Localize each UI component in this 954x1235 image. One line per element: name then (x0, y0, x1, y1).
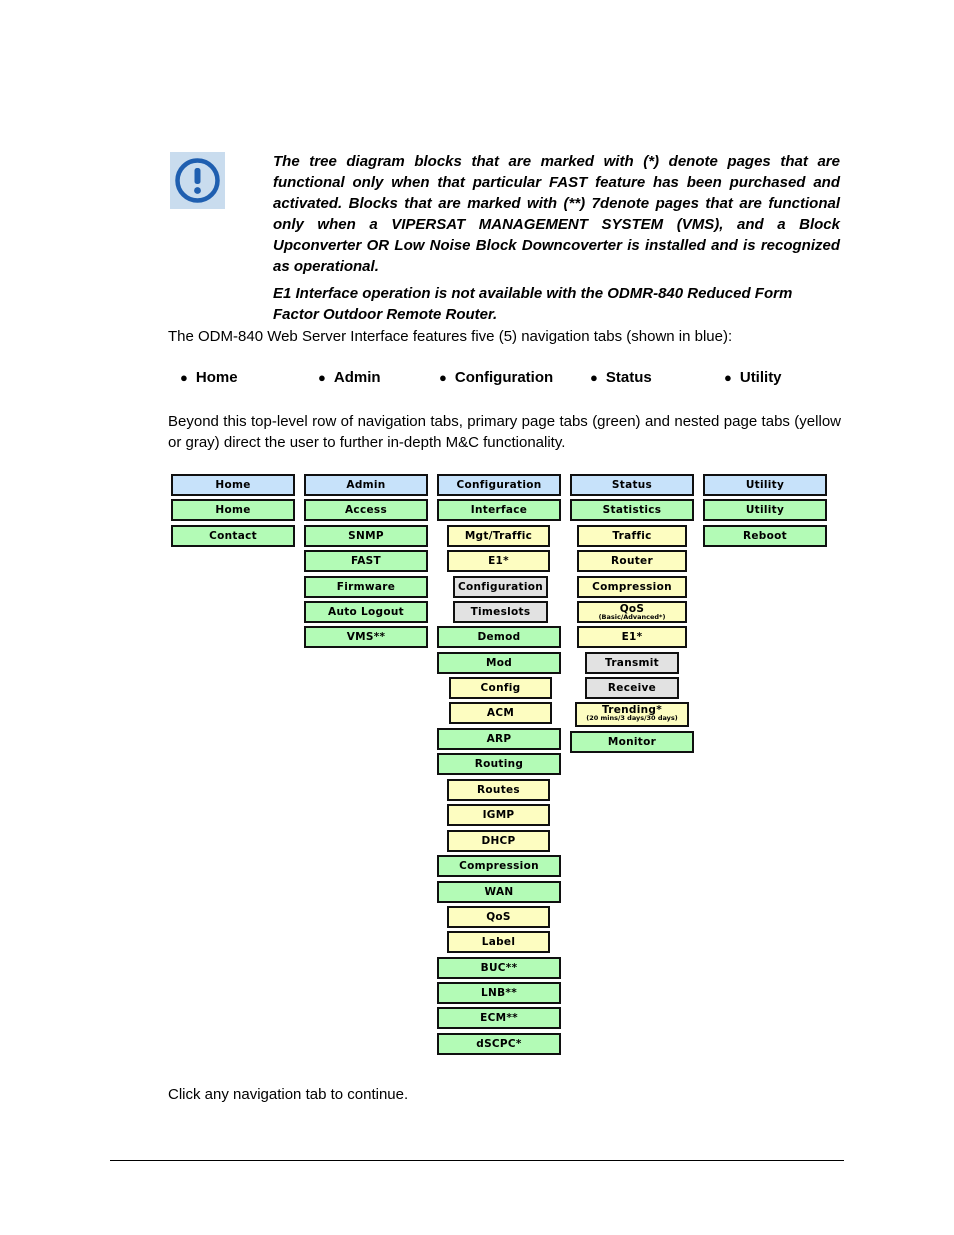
page-tab-lnb[interactable]: LNB** (437, 982, 561, 1004)
bullet-status: ● Status (590, 369, 652, 386)
page-tab-wan[interactable]: WAN (437, 881, 561, 903)
note-paragraph-2: E1 Interface operation is not available with the ODMR-840 Reduced Form Factor Outdoor Remote Router. (273, 285, 793, 323)
page-tab-dscpc[interactable]: dSCPC* (437, 1033, 561, 1055)
exclamation-circle-icon (170, 152, 225, 209)
page-tab-buc[interactable]: BUC** (437, 957, 561, 979)
page-tab-arp[interactable]: ARP (437, 728, 561, 750)
bullet-utility: ● Utility (724, 369, 782, 386)
bullet-admin: ● Admin (318, 369, 381, 386)
nested-tab-traffic[interactable]: Traffic (577, 525, 687, 547)
page-tab-demod[interactable]: Demod (437, 626, 561, 648)
bullet-configuration: ● Configuration (439, 369, 554, 386)
nested-tab-trending[interactable] (575, 702, 689, 727)
nested-tab-routes[interactable]: Routes (447, 779, 550, 801)
nav-tab-admin[interactable]: Admin (304, 474, 428, 496)
page-tab-statistics[interactable]: Statistics (570, 499, 694, 521)
bullet-label: Status (605, 369, 652, 386)
intro-text: The ODM-840 Web Server Interface features five (5) navigation tabs (shown in blue): (168, 328, 733, 345)
page-tab-access[interactable]: Access (304, 499, 428, 521)
page-tab-utility[interactable]: Utility (703, 499, 827, 521)
nested-tab-status-qos[interactable] (577, 601, 687, 623)
nested-tab-status-compression[interactable]: Compression (577, 576, 687, 598)
nested-tab-wan-qos[interactable]: QoS (447, 906, 550, 928)
description-text: Beyond this top-level row of navigation tabs, primary page tabs (green) and nested page tabs (yellow or gray) direct the user to further in-depth M&C functionality. (168, 413, 841, 451)
nav-tab-utility[interactable]: Utility (703, 474, 827, 496)
footer-divider (110, 1160, 844, 1161)
bullet-label: Utility (739, 369, 782, 386)
nested-tab-mod-acm[interactable]: ACM (449, 702, 552, 724)
bullet-label: Home (195, 369, 238, 386)
nested-tab-status-e1[interactable]: E1* (577, 626, 687, 648)
page-tab-reboot[interactable]: Reboot (703, 525, 827, 547)
page-tab-home[interactable]: Home (171, 499, 295, 521)
page-tab-firmware[interactable]: Firmware (304, 576, 428, 598)
page-tab-contact[interactable]: Contact (171, 525, 295, 547)
nested-tab-wan-label[interactable]: Label (447, 931, 550, 953)
page-tab-routing[interactable]: Routing (437, 753, 561, 775)
nested-tab-receive[interactable]: Receive (585, 677, 679, 699)
page-tab-monitor[interactable]: Monitor (570, 731, 694, 753)
nav-tab-bullet-list (168, 369, 848, 391)
nav-tab-configuration[interactable]: Configuration (437, 474, 561, 496)
note-text (273, 151, 840, 325)
note-paragraph-1: The tree diagram blocks that are marked with (*) denote pages that are functional only when that particular FAST feature has been purchased and activated. Blocks that are marked with (**) 7denote pages that are functional only when a VIPERSAT MANAGEMENT SYSTEM (VMS), and a Block Upconverter OR Low Noise Block Downcoverter is installed and is recognized as operational. (273, 153, 840, 275)
bullet-home: ● Home (180, 369, 238, 386)
nested-tab-router[interactable]: Router (577, 550, 687, 572)
nested-tab-transmit[interactable]: Transmit (585, 652, 679, 674)
nested-tab-dhcp[interactable]: DHCP (447, 830, 550, 852)
note-icon-panel (170, 152, 225, 209)
trending-sub-label: (20 mins/3 days/30 days) (586, 714, 678, 722)
page-tab-mod[interactable]: Mod (437, 652, 561, 674)
page-tab-ecm[interactable]: ECM** (437, 1007, 561, 1029)
trending-label: Trending* (601, 704, 663, 716)
page-tab-fast[interactable]: FAST (304, 550, 428, 572)
nested-tab-mod-config[interactable]: Config (449, 677, 552, 699)
bullet-label: Configuration (454, 369, 554, 386)
nested-tab-igmp[interactable]: IGMP (447, 804, 550, 826)
bullet-label: Admin (333, 369, 381, 386)
nested-tab-e1-configuration[interactable]: Configuration (453, 576, 548, 598)
page-tab-vms[interactable]: VMS** (304, 626, 428, 648)
nav-tab-status[interactable]: Status (570, 474, 694, 496)
nav-tab-home[interactable]: Home (171, 474, 295, 496)
page-tab-compression[interactable]: Compression (437, 855, 561, 877)
nested-tab-mgt-traffic[interactable]: Mgt/Traffic (447, 525, 550, 547)
nested-tab-e1[interactable]: E1* (447, 550, 550, 572)
qos-sub-label: (Basic/Advanced*) (598, 613, 666, 621)
footer-instruction: Click any navigation tab to continue. (168, 1086, 409, 1103)
qos-label: QoS (619, 603, 645, 615)
page-tab-auto-logout[interactable]: Auto Logout (304, 601, 428, 623)
page-tab-snmp[interactable]: SNMP (304, 525, 428, 547)
nested-tab-e1-timeslots[interactable]: Timeslots (453, 601, 548, 623)
page-tab-interface[interactable]: Interface (437, 499, 561, 521)
